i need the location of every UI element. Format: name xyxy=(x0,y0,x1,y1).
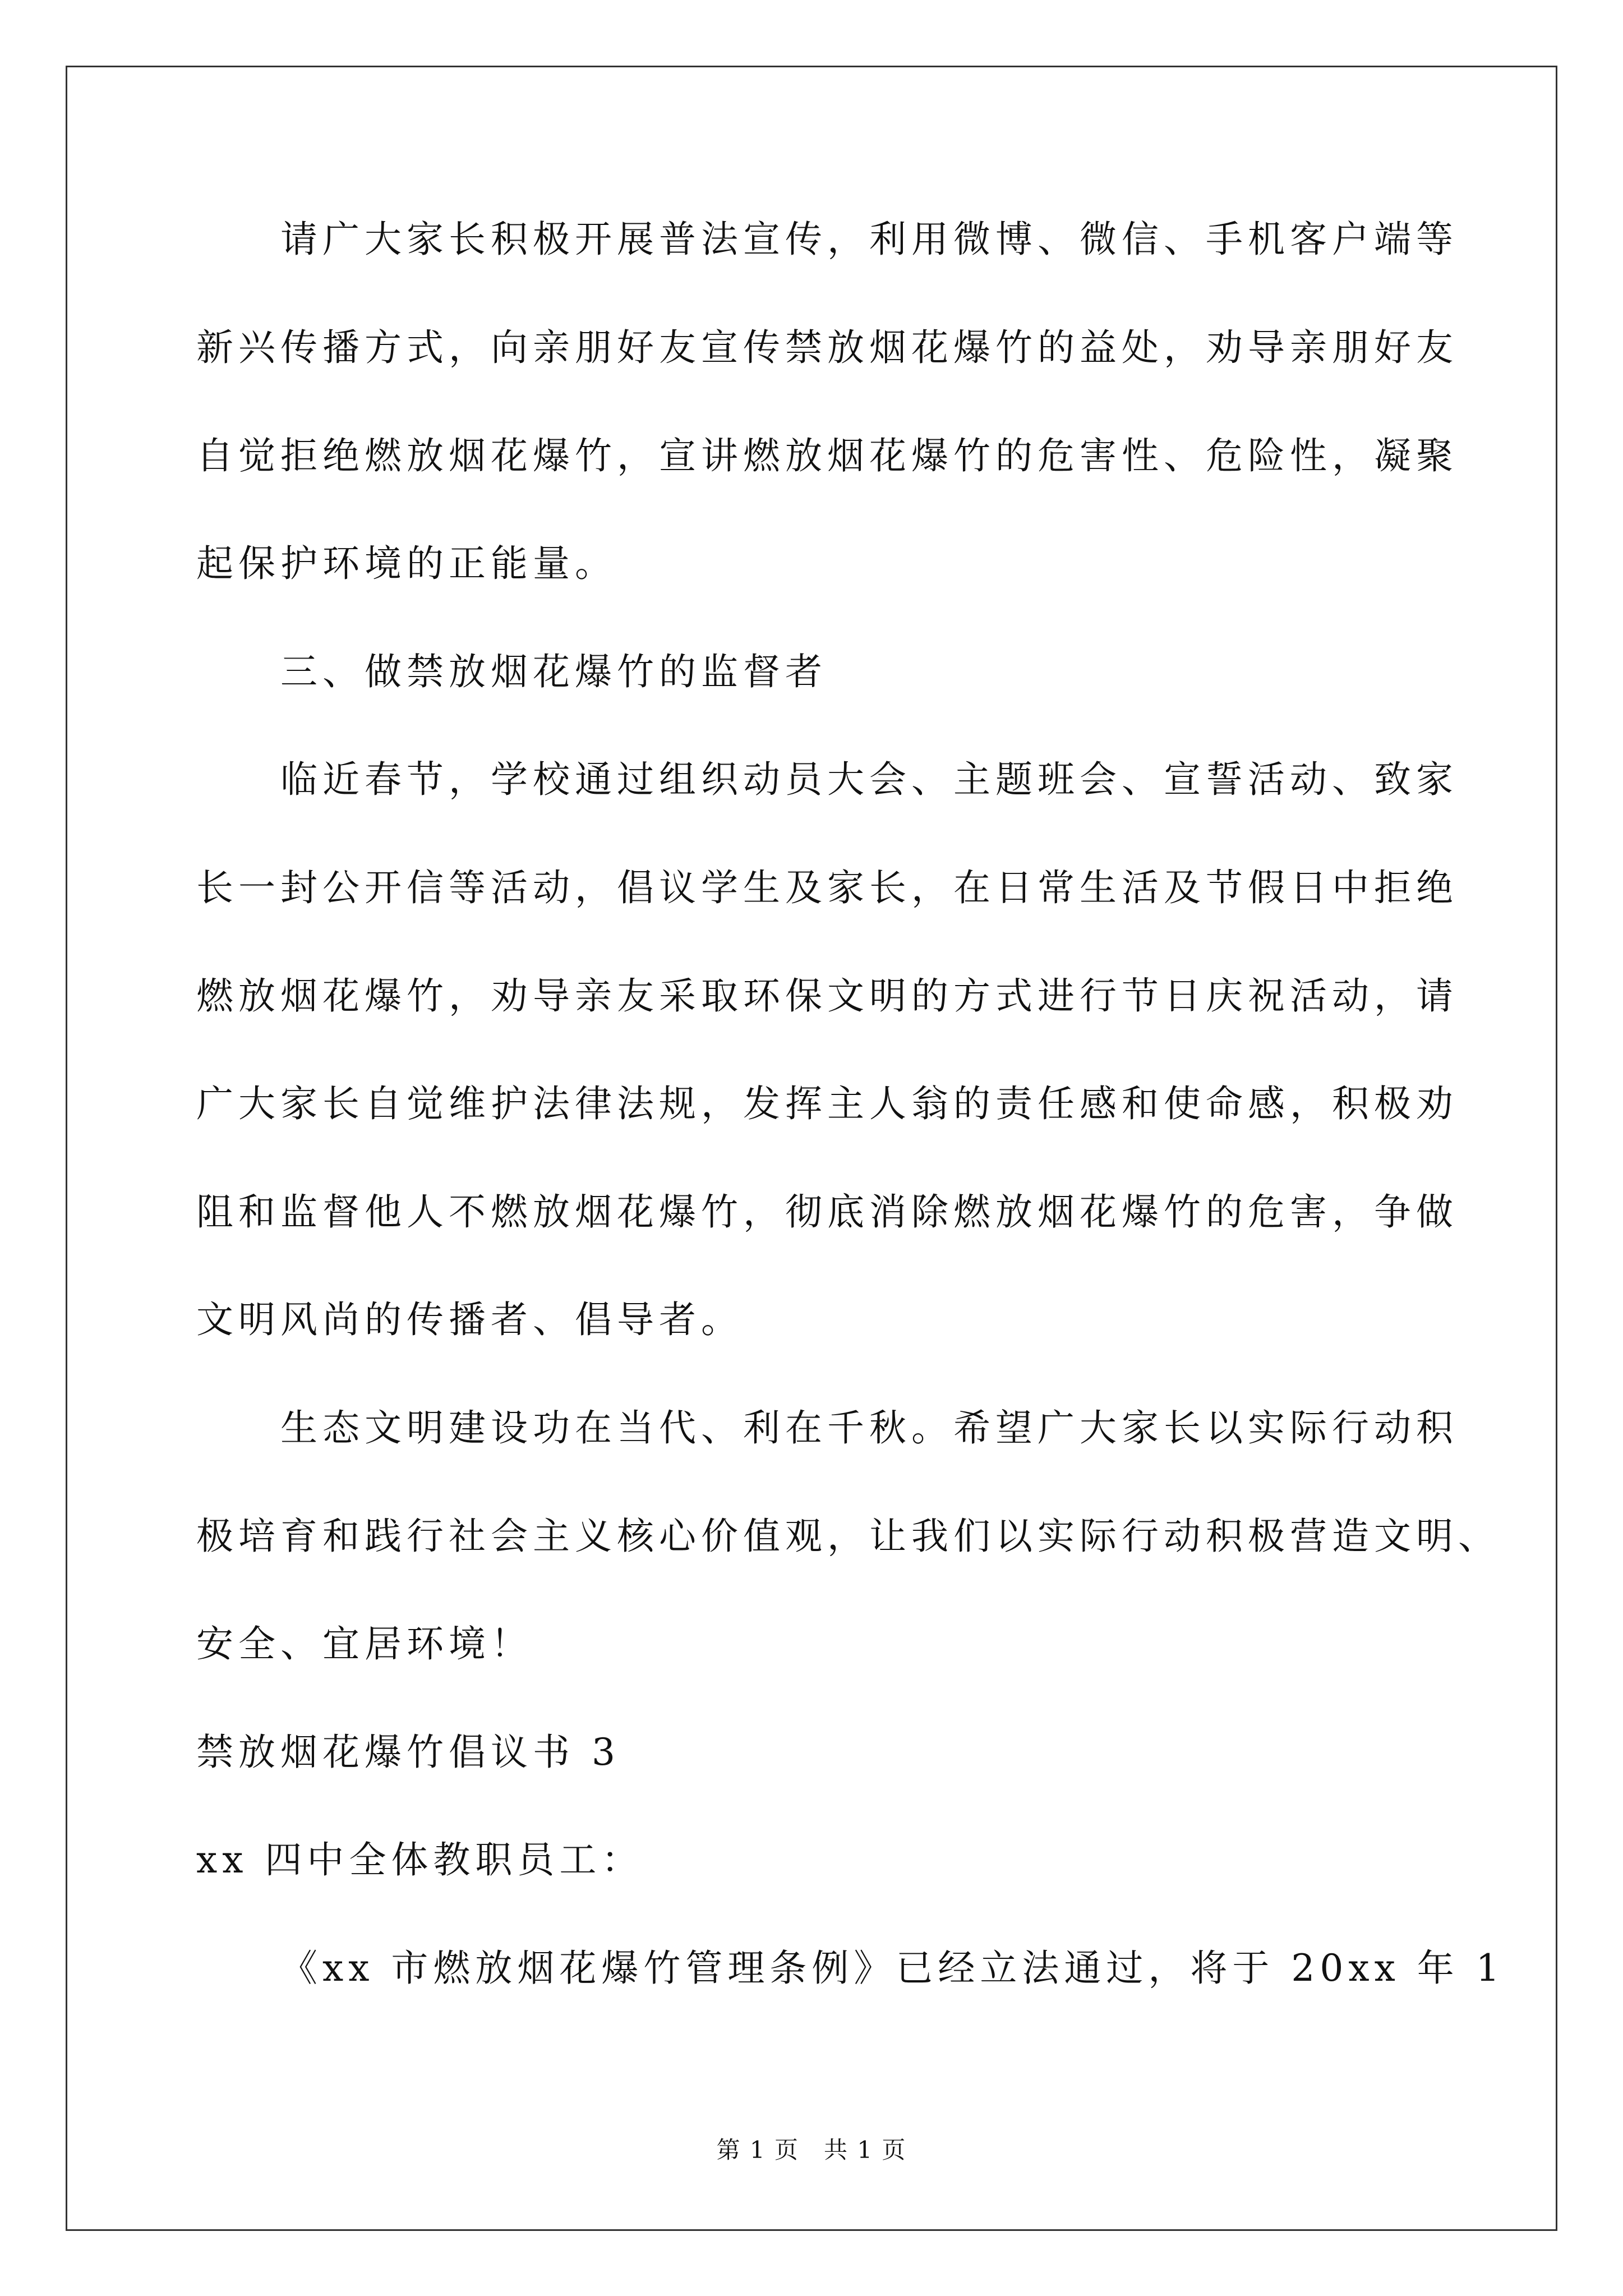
paragraph-line: 阻和监督他人不燃放烟花爆竹，彻底消除燃放烟花爆竹的危害，争做 xyxy=(196,1190,1458,1234)
page-border xyxy=(66,66,1557,2231)
paragraph-line: 新兴传播方式，向亲朋好友宣传禁放烟花爆竹的益处，劝导亲朋好友 xyxy=(196,326,1458,369)
page-number-footer: 第 1 页 共 1 页 xyxy=(716,2136,907,2164)
document-title: 禁放烟花爆竹倡议书 3 xyxy=(196,1731,620,1774)
paragraph-line: 《xx 市燃放烟花爆竹管理条例》已经立法通过，将于 20xx 年 1 xyxy=(280,1947,1505,1990)
paragraph-line: 临近春节，学校通过组织动员大会、主题班会、宣誓活动、致家 xyxy=(280,758,1458,801)
paragraph-line: 请广大家长积极开展普法宣传，利用微博、微信、手机客户端等 xyxy=(280,218,1458,261)
paragraph-line: 长一封公开信等活动，倡议学生及家长，在日常生活及节假日中拒绝 xyxy=(196,866,1458,909)
paragraph-line: 广大家长自觉维护法律法规，发挥主人翁的责任感和使命感，积极劝 xyxy=(196,1082,1458,1125)
salutation: xx 四中全体教职员工： xyxy=(196,1838,644,1881)
paragraph-line: 极培育和践行社会主义核心价值观，让我们以实际行动积极营造文明、 xyxy=(196,1515,1500,1558)
paragraph-line: 自觉拒绝燃放烟花爆竹，宣讲燃放烟花爆竹的危害性、危险性，凝聚 xyxy=(196,434,1458,477)
section-heading: 三、做禁放烟花爆竹的监督者 xyxy=(280,650,827,693)
paragraph-line: 起保护环境的正能量。 xyxy=(196,542,617,585)
paragraph-line: 安全、宜居环境！ xyxy=(196,1622,533,1665)
paragraph-line: 生态文明建设功在当代、利在千秋。希望广大家长以实际行动积 xyxy=(280,1406,1458,1450)
paragraph-line: 文明风尚的传播者、倡导者。 xyxy=(196,1298,743,1341)
paragraph-line: 燃放烟花爆竹，劝导亲友采取环保文明的方式进行节日庆祝活动，请 xyxy=(196,974,1458,1018)
